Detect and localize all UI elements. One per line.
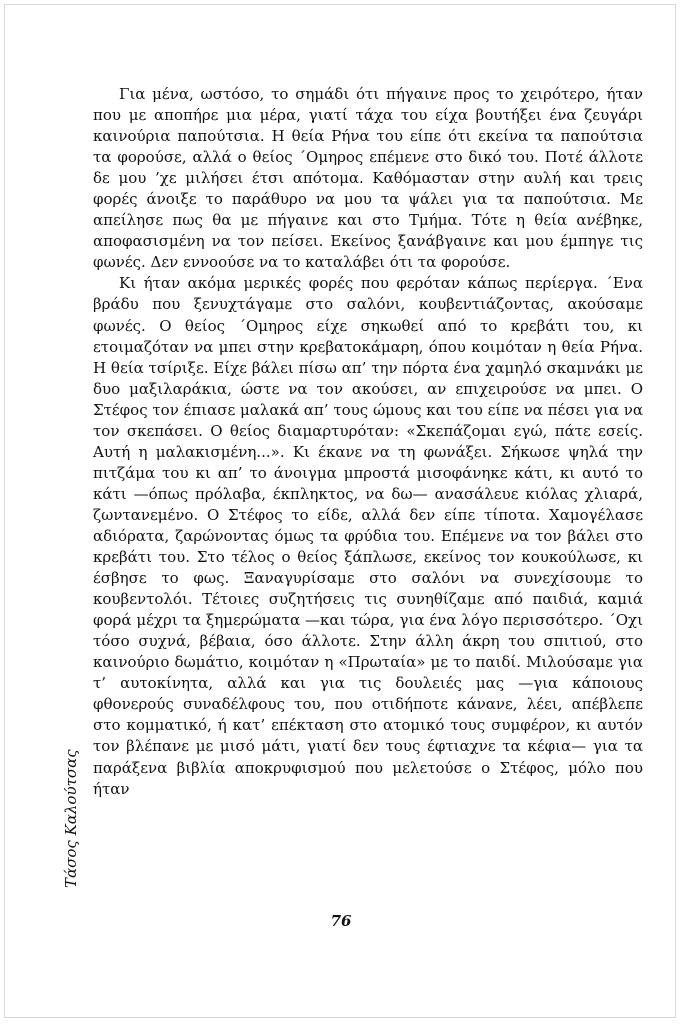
body-text: [93, 84, 643, 800]
paragraph-2: Κι ήταν ακόμα μερικές φορές που φερόταν κάπως περίεργα. ΄Ενα βράδυ που ξενυχτάγαμε στο σαλόνι, κουβεντιάζοντας, ακούσαμε φωνές. Ο θείος ΄Ομηρος είχε σηκωθεί από το κρεβάτι του, κι ετοιμαζόταν να μπει στην κρεβατοκάμαρη, όπου κοιμόταν η θεία Ρήνα. Η θεία τσίριξε. Είχε βάλει πίσω απ’ την πόρτα ένα χαμηλό σκαμνάκι με δυο μαξιλαράκια, ώστε να τον ακούσει, αν επιχειρούσε να μπει. Ο Στέφος τον έπιασε μαλακά απ’ τους ώμους και του είπε να πέσει για να τον σκεπάσει. Ο θείος διαμαρτυρόταν: «Σκεπάζομαι εγώ, πάτε εσείς. Αυτή η μαλακισμένη...». Κι έκανε να τη φωνάξει. Σήκωσε ψηλά την πιτζάμα του κι απ’ το άνοιγμα μπροστά μισοφάνηκε κάτι, κι αυτό το κάτι —όπως πρόλαβα, έκπληκτος, να δω— ανασάλευε κιόλας χλιαρά, ζωντανεμένο. Ο Στέφος το είδε, αλλά δεν είπε τίποτα. Χαμογέλασε αδιόρατα, ζαρώνοντας όμως τα φρύδια του. Επέμενε να τον βάλει στο κρεβάτι του. Στο τέλος ο θείος ξάπλωσε, εκείνος τον κουκούλωσε, κι έσβησε το φως. Ξαναγυρίσαμε στο σαλόνι να συνεχίσουμε το κουβεντολόι. Τέτοιες συζητήσεις τις συνηθίζαμε από παιδιά, καμιά φορά μέχρι τα ξημερώματα —και τώρα, για ένα λόγο περισσότερο. ΄Οχι τόσο συχνά, βέβαια, όσο άλλοτε. Στην άλλη άκρη του σπιτιού, στο καινούριο δωμάτιο, κοιμόταν η «Πρωταία» με το παιδί. Μιλούσαμε για τ’ αυτοκίνητα, αλλά και για τις δουλειές μας —για κάποιους φθονερούς συναδέλφους του, που οτιδήποτε κάνανε, λέει, απέβλεπε στο κομματικό, ή κατ’ επέκταση στο ατομικό τους συμφέρον, κι αυτόν τον βλέπανε με μισό μάτι, γιατί δεν τους έφτιαχνε τα κέφια— για τα παράξενα βιβλία αποκρυφισμού που μελετούσε ο Στέφος, μόλο που ήταν: [93, 274, 643, 798]
page-number: 76: [330, 912, 352, 930]
paragraph-1: Για μένα, ωστόσο, το σημάδι ότι πήγαινε προς το χειρότερο, ήταν που με αποπήρε μια μέρα, γιατί τάχα του είχα βουτήξει ένα ζευγάρι καινούρια παπούτσια. Η θεία Ρήνα του είπε ότι εκείνα τα παπούτσια τα φορούσε, αλλά ο θείος ΄Ομηρος επέμενε στο δικό του. Ποτέ άλλοτε δε μου ’χε μιλήσει έτσι απότομα. Καθόμασταν στην αυλή και τρεις φορές άνοιξε το παράθυρο να μου τα ψάλει για τα παπούτσια. Με απείλησε πως θα με πήγαινε και στο Τμήμα. Τότε η θεία ανέβηκε, αποφασισμένη να τον πείσει. Εκείνος ξανάβγαινε και μου έμπηγε τις φωνές. Δεν εννοούσε να το καταλάβει ότι τα φορούσε.: [93, 85, 643, 272]
author-running-head: Τάσος Καλούτσας: [62, 749, 80, 888]
